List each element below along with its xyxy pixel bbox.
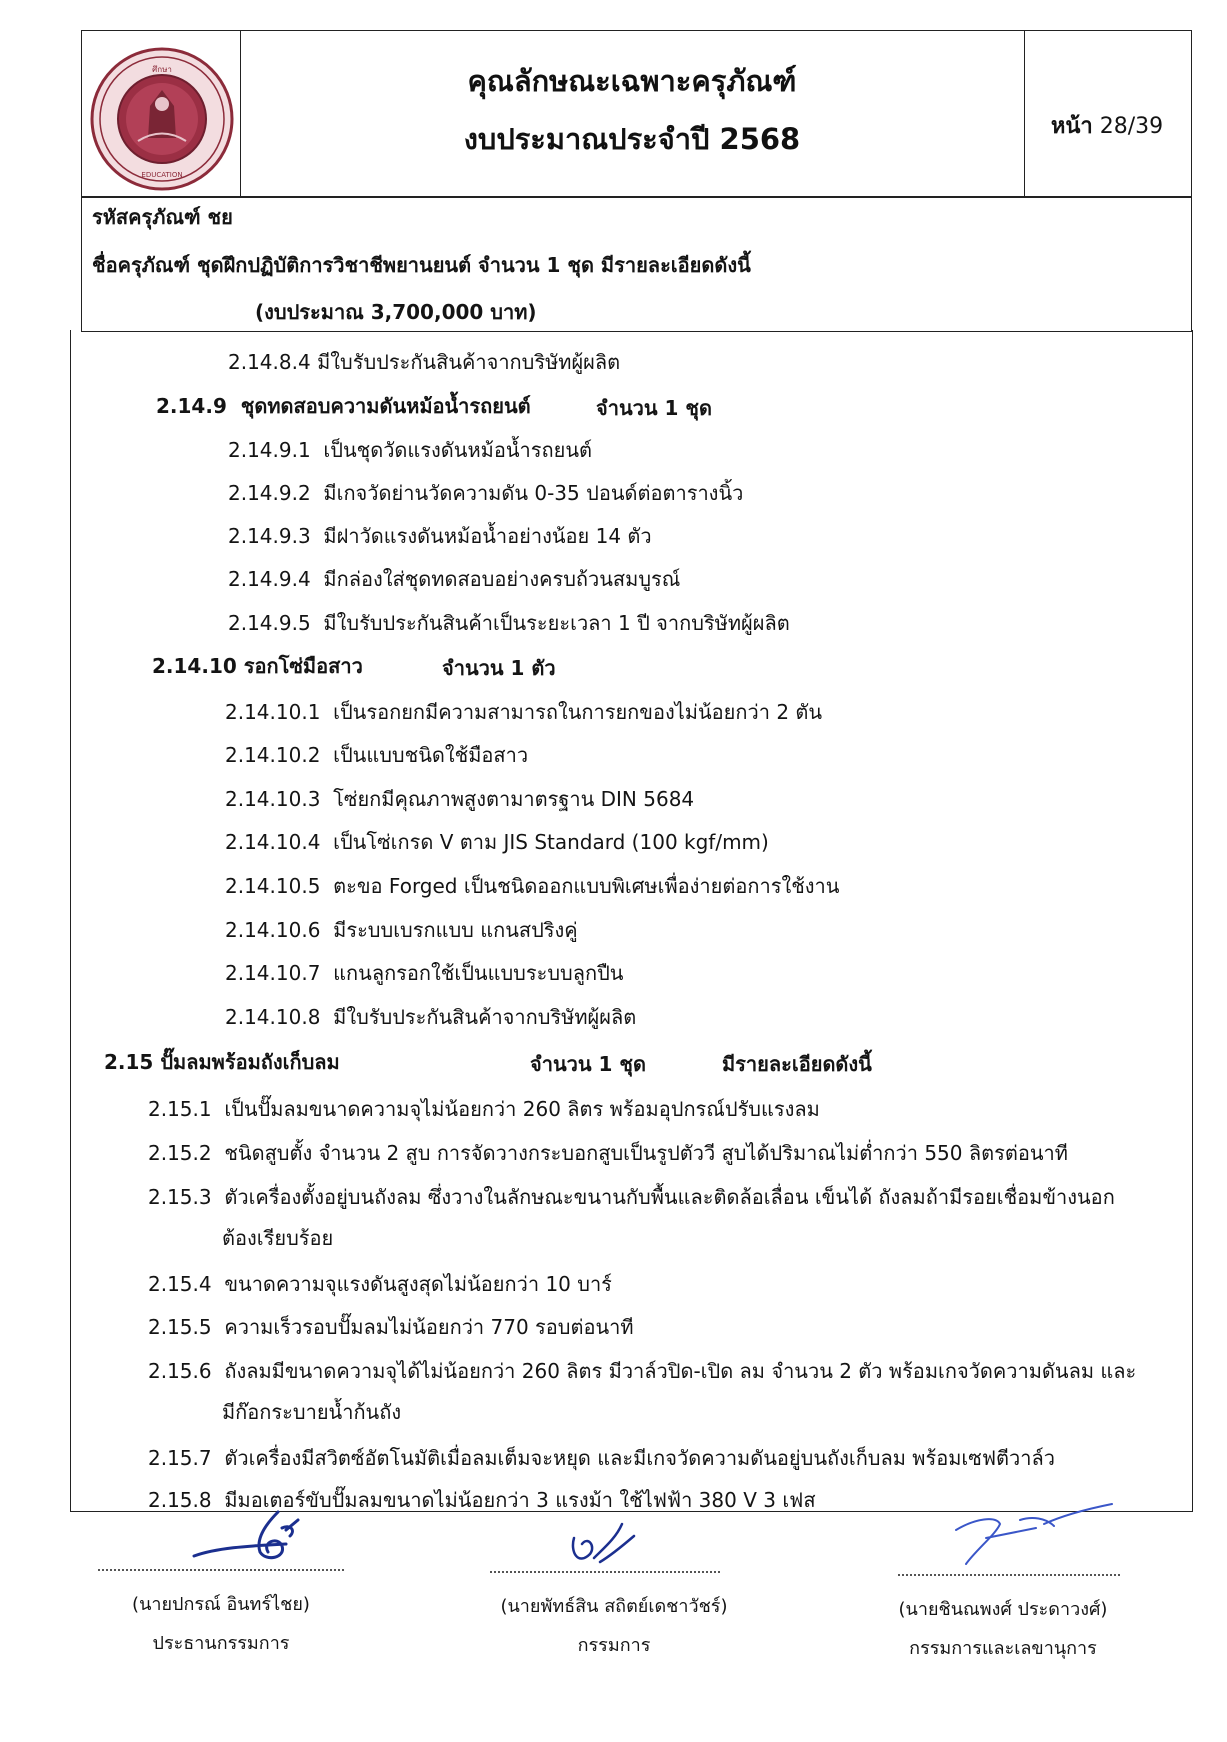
item-text: รอกโซ่มือสาว [243,654,363,678]
svg-text:ศึกษา: ศึกษา [152,65,172,74]
item-text: ถังลมมีขนาดความจุได้ไม่น้อยกว่า 260 ลิตร มีวาล์วปิด-เปิด ลม จำนวน 2 ตัว พร้อมเกจวัดความดันลม และ [224,1359,1137,1383]
list-item [228,520,652,552]
list-item [225,1001,636,1033]
page-number [1024,108,1190,143]
item-number: 2.14.9.3 [228,524,311,548]
list-item [228,607,790,639]
item-number: 2.14.10.5 [225,874,321,898]
list-item-continuation: มีก๊อกระบายน้ำก้นถัง [222,1400,402,1424]
item-number: 2.15.8 [148,1488,212,1512]
item-text: มีใบรับประกันสินค้าจากบริษัทผู้ผลิต [333,1005,637,1029]
item-number: 2.14.10 [152,654,237,678]
item-number: 2.14.10.3 [225,787,321,811]
section-heading [104,1046,340,1078]
list-item [225,870,839,902]
list-item [225,739,528,771]
item-number: 2.14.10.7 [225,961,321,985]
item-text: มีฝาวัดแรงดันหม้อน้ำอย่างน้อย 14 ตัว [323,524,652,548]
item-quantity: จำนวน 1 ชุด [530,1052,646,1076]
item-text: มีระบบเบรกแบบ แกนสปริงคู่ [333,918,578,942]
item-number: 2.15 [104,1050,154,1074]
item-number: 2.15.3 [148,1185,212,1209]
signature-secretary [936,1500,1116,1580]
item-text: มีใบรับประกันสินค้าเป็นระยะเวลา 1 ปี จากบริษัทผู้ผลิต [323,611,790,635]
vocational-education-seal [86,46,238,192]
item-number: 2.14.9.1 [228,438,311,462]
page-count: 28/39 [1099,114,1164,139]
item-text: ความเร็วรอบปั๊มลมไม่น้อยกว่า 770 รอบต่อนาที [224,1315,634,1339]
list-item [225,696,822,728]
list-item [148,1442,1055,1474]
item-quantity: จำนวน 1 ตัว [442,656,556,680]
list-item [148,1137,1068,1169]
item-text: ปั๊มลมพร้อมถังเก็บลม [160,1050,340,1074]
list-item [225,826,769,858]
header-divider-left [240,30,241,198]
item-text: เป็นชุดวัดแรงดันหม้อน้ำรถยนต์ [323,438,592,462]
item-detail-note: มีรายละเอียดดังนี้ [722,1052,872,1076]
signatory-name: (นายปกรณ์ อินทร์ไชย) [132,1594,310,1615]
section-heading [156,390,531,422]
item-quantity: จำนวน 1 ชุด [596,396,712,420]
list-item [148,1355,1136,1387]
list-item [228,346,620,378]
item-number: 2.14.10.2 [225,743,321,767]
item-number: 2.14.8.4 [228,350,311,374]
item-text: ตะขอ Forged เป็นชนิดออกแบบพิเศษเพื่อง่ายต่อการใช้งาน [333,874,840,898]
item-number: 2.15.5 [148,1315,212,1339]
signature-line-member [490,1571,720,1573]
item-text: เป็นแบบชนิดใช้มือสาว [333,743,529,767]
list-item [225,957,623,989]
item-text: มีมอเตอร์ขับปั๊มลมขนาดไม่น้อยกว่า 3 แรงม้า ใช้ไฟฟ้า 380 V 3 เฟส [224,1488,816,1512]
item-text: ตัวเครื่องตั้งอยู่บนถังลม ซึ่งวางในลักษณะขนานกับพื้นและติดล้อเลื่อน เข็นได้ ถังลมถ้ามีรอยเชื่อมข้างนอก [224,1185,1115,1209]
list-item [228,477,743,509]
item-number: 2.14.10.4 [225,830,321,854]
page-label: หน้า [1050,114,1093,139]
item-number: 2.15.7 [148,1446,212,1470]
item-number: 2.15.2 [148,1141,212,1165]
item-text: แกนลูกรอกใช้เป็นแบบระบบลูกปืน [333,961,624,985]
list-item [148,1268,612,1300]
item-text: ชุดทดสอบความดันหม้อน้ำรถยนต์ [240,394,531,418]
signatory-role: กรรมการ [577,1635,651,1656]
section-heading [152,650,363,682]
item-text: มีใบรับประกันสินค้าจากบริษัทผู้ผลิต [317,350,621,374]
list-item-continuation: ต้องเรียบร้อย [222,1226,334,1250]
item-number: 2.15.6 [148,1359,212,1383]
page-title: คุณลักษณะเฉพาะครุภัณฑ์ [467,64,797,98]
item-number: 2.15.1 [148,1097,212,1121]
signature-line-chair [98,1569,344,1571]
item-text: เป็นปั๊มลมขนาดความจุไม่น้อยกว่า 260 ลิตร พร้อมอุปกรณ์ปรับแรงลม [224,1097,820,1121]
item-text: มีกล่องใส่ชุดทดสอบอย่างครบถ้วนสมบูรณ์ [323,567,681,591]
item-text: มีเกจวัดย่านวัดความดัน 0-35 ปอนด์ต่อตารางนิ้ว [323,481,744,505]
item-number: 2.14.10.8 [225,1005,321,1029]
item-text: ตัวเครื่องมีสวิตซ์อัตโนมัติเมื่อลมเต็มจะหยุด และมีเกจวัดความดันอยู่บนถังเก็บลม พร้อมเซฟตีวาล์ว [224,1446,1055,1470]
item-text: โซ่ยกมีคุณภาพสูงตามาตรฐาน DIN 5684 [333,787,695,811]
signatory-role: กรรมการและเลขานุการ [909,1638,1097,1659]
list-item [225,783,694,815]
item-number: 2.14.9 [156,394,227,418]
list-item [225,914,578,946]
budget-amount: (งบประมาณ 3,700,000 บาท) [255,300,537,324]
item-text: เป็นรอกยกมีความสามารถในการยกของไม่น้อยกว่า 2 ตัน [333,700,823,724]
item-text: เป็นโซ่เกรด V ตาม JIS Standard (100 kgf/mm) [333,830,769,854]
item-number: 2.14.10.6 [225,918,321,942]
item-number: 2.14.10.1 [225,700,321,724]
svg-text:EDUCATION: EDUCATION [141,171,183,179]
equipment-code: รหัสครุภัณฑ์ ชย [92,205,233,229]
signatory-name: (นายชินณพงศ์ ประดาวงศ์) [898,1599,1108,1620]
signatory-role: ประธานกรรมการ [152,1633,290,1654]
item-text: ขนาดความจุแรงดันสูงสุดไม่น้อยกว่า 10 บาร์ [224,1272,612,1296]
signatory-name: (นายพัทธ์สิน สถิตย์เดชาวัชร์) [500,1596,728,1617]
list-item [148,1093,820,1125]
budget-year: งบประมาณประจำปี 2568 [463,122,801,156]
item-number: 2.15.4 [148,1272,212,1296]
signature-line-secretary [898,1574,1120,1576]
equipment-name: ชื่อครุภัณฑ์ ชุดฝึกปฏิบัติการวิชาชีพยานยนต์ จำนวน 1 ชุด มีรายละเอียดดังนี้ [92,253,751,277]
list-item [148,1181,1115,1213]
list-item [228,434,592,466]
list-item [228,563,680,595]
item-text: ชนิดสูบตั้ง จำนวน 2 สูบ การจัดวางกระบอกสูบเป็นรูปตัววี สูบได้ปริมาณไม่ต่ำกว่า 550 ลิตรต่อนาที [224,1141,1068,1165]
item-number: 2.14.9.5 [228,611,311,635]
item-number: 2.14.9.2 [228,481,311,505]
signature-member [560,1518,660,1578]
item-number: 2.14.9.4 [228,567,311,591]
list-item [148,1311,634,1343]
signature-chair [186,1500,336,1570]
